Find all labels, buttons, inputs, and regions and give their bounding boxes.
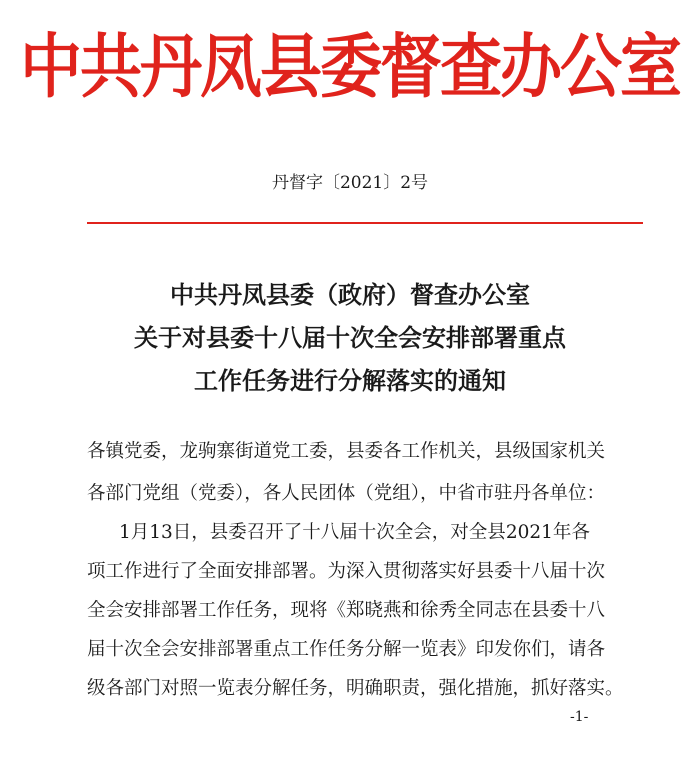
document-number: 丹督字〔2021〕2号 — [271, 173, 429, 193]
body-line-4: 届十次全会安排部署重点工作任务分解一览表》印发你们，请各 — [87, 639, 606, 660]
recipients-line-1: 各镇党委，龙驹寨街道党工委，县委各工作机关，县级国家机关 — [87, 441, 606, 462]
masthead-title: 中共丹凤县委督查办公室 — [19, 25, 680, 108]
body-line-2: 项工作进行了全面安排部署。为深入贯彻落实好县委十八届十次 — [87, 561, 606, 582]
body-line-1: 1月13日，县委召开了十八届十次全会，对全县2021年各 — [119, 522, 590, 543]
body-line-5: 级各部门对照一览表分解任务，明确职责，强化措施，抓好落实。 — [87, 678, 624, 699]
page-number: -1- — [570, 709, 589, 725]
notice-title-line-2: 关于对县委十八届十次全会安排部署重点 — [134, 324, 566, 352]
notice-title-line-1: 中共丹凤县委（政府）督查办公室 — [170, 281, 530, 309]
recipients-line-2: 各部门党组（党委），各人民团体（党组），中省市驻丹各单位： — [87, 483, 606, 504]
notice-title-line-3: 工作任务进行分解落实的通知 — [194, 367, 506, 395]
body-line-3: 全会安排部署工作任务，现将《郑晓燕和徐秀全同志在县委十八 — [87, 600, 606, 621]
red-divider-line — [87, 222, 643, 224]
